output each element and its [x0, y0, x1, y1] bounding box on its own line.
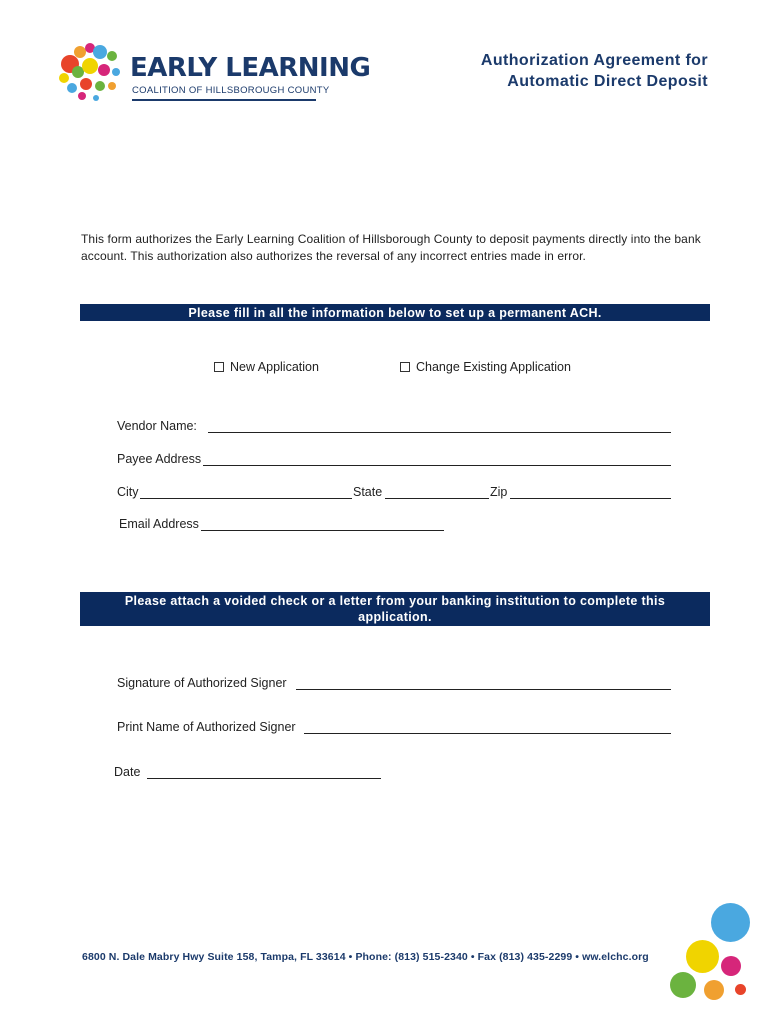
intro-paragraph: This form authorizes the Early Learning Coalition of Hillsborough County to deposit payments directly into the bank account. This authorization also authorizes the reversal of any incorrect entries made in error.: [81, 232, 701, 263]
zip-field[interactable]: [510, 498, 671, 499]
signature-field[interactable]: [296, 689, 671, 690]
email-field[interactable]: [201, 530, 444, 531]
email-label: Email Address: [119, 517, 199, 531]
checkbox-icon[interactable]: [214, 362, 224, 372]
decor-dot-green-icon: [670, 972, 696, 998]
vendor-name-field[interactable]: [208, 432, 671, 433]
title-line-2: Automatic Direct Deposit: [507, 73, 708, 90]
new-application-option[interactable]: [214, 360, 319, 374]
change-application-option[interactable]: [400, 360, 571, 374]
logo-name: EARLY LEARNING: [130, 53, 371, 83]
logo: [56, 42, 371, 104]
decor-dot-yellow-icon: [686, 940, 719, 973]
decor-dot-orange-icon: [704, 980, 724, 1000]
logo-rule: [132, 99, 316, 101]
state-label: State: [353, 485, 383, 499]
print-name-field[interactable]: [304, 733, 671, 734]
decor-dot-magenta-icon: [721, 956, 741, 976]
decor-dot-blue-icon: [711, 903, 750, 942]
state-field[interactable]: [385, 498, 489, 499]
logo-dots-icon: [56, 42, 130, 104]
print-name-label: Print Name of Authorized Signer: [117, 720, 296, 734]
signature-label: Signature of Authorized Signer: [117, 676, 287, 690]
vendor-name-label: Vendor Name:: [117, 419, 197, 433]
section1-banner: Please fill in all the information below to set up a permanent ACH.: [80, 304, 710, 321]
city-label: City: [117, 485, 139, 499]
checkbox-icon[interactable]: [400, 362, 410, 372]
title-line-1: Authorization Agreement for: [480, 52, 708, 69]
page-title: [481, 50, 708, 92]
payee-address-label: Payee Address: [117, 452, 202, 466]
payee-address-field[interactable]: [203, 465, 671, 466]
section2-banner-line-2: application.: [358, 610, 432, 624]
city-field[interactable]: [140, 498, 352, 499]
footer-contact: 6800 N. Dale Mabry Hwy Suite 158, Tampa, FL 33614 • Phone: (813) 515-2340 • Fax (813) 435-2299 • ww.elchc.org: [82, 951, 649, 963]
section2-banner-line-1: Please attach a voided check or a letter from your banking institution to complete this: [124, 594, 666, 608]
zip-label: Zip: [490, 485, 508, 499]
logo-subtitle: COALITION OF HILLSBOROUGH COUNTY: [132, 85, 330, 96]
date-label: Date: [114, 765, 141, 779]
decor-dot-red-icon: [735, 984, 746, 995]
section2-banner: [80, 592, 710, 626]
change-application-label: Change Existing Application: [416, 360, 571, 374]
new-application-label: New Application: [230, 360, 319, 374]
date-field[interactable]: [147, 778, 381, 779]
